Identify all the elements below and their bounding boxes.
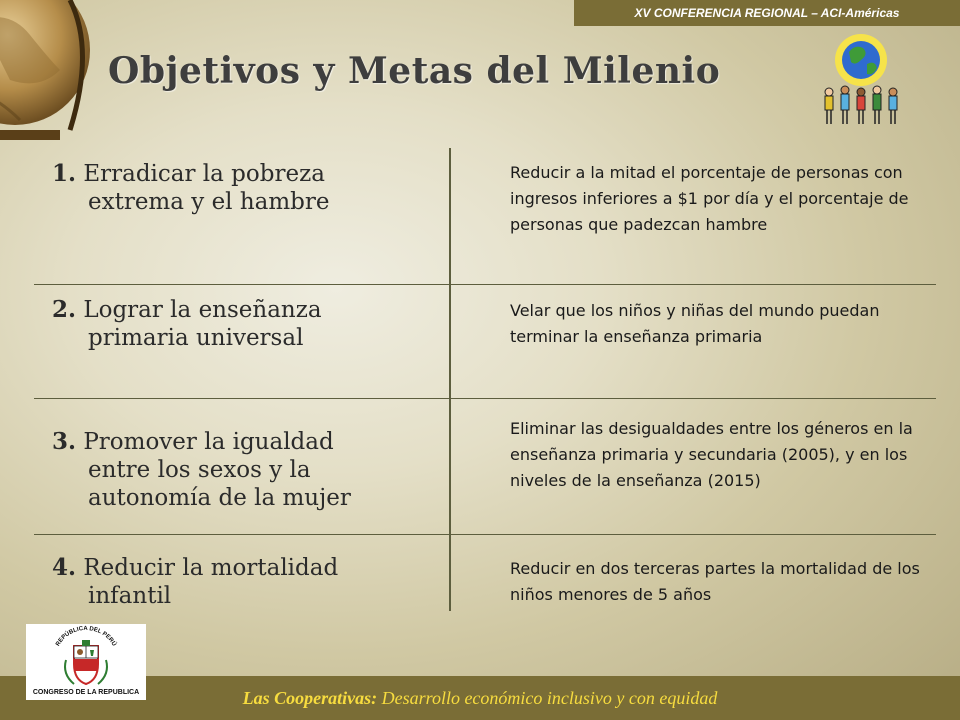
target-3: Eliminar las desigualdades entre los géneros en la enseñanza primaria y secundaria (2005), y en los niveles de la enseñanza (2015) <box>510 419 913 490</box>
congress-logo <box>26 624 146 700</box>
target-4: Reducir en dos terceras partes la mortalidad de los niños menores de 5 años <box>510 559 920 604</box>
goal-4 <box>52 554 338 610</box>
goal-1-number: 1. <box>52 160 77 187</box>
row-divider-2 <box>34 398 936 399</box>
goal-3-number: 3. <box>52 428 77 455</box>
goal-4-line1: Reducir la mortalidad <box>83 555 339 581</box>
logo-caption: CONGRESO DE LA REPUBLICA <box>32 689 140 696</box>
footer-lead: Las Cooperativas: <box>242 688 378 708</box>
goal-1-line1: Erradicar la pobreza <box>83 161 325 187</box>
globe-icon <box>0 0 100 160</box>
target-1: Reducir a la mitad el porcentaje de personas con ingresos inferiores a $1 por día y el porcentaje de personas que padezcan hambre <box>510 163 909 234</box>
goal-4-number: 4. <box>52 554 77 581</box>
footer-text: Desarrollo económico inclusivo y con equidad <box>377 688 718 708</box>
goal-3 <box>52 428 351 512</box>
page-title: Objetivos y Metas del Milenio <box>108 50 721 92</box>
goal-1-line2: extrema y el hambre <box>88 189 330 215</box>
column-divider <box>449 148 451 611</box>
row-divider-3 <box>34 534 936 535</box>
goal-4-line2: infantil <box>88 583 172 609</box>
goal-2 <box>52 296 322 352</box>
goal-3-line3: autonomía de la mujer <box>88 485 351 511</box>
goal-3-line1: Promover la igualdad <box>83 429 334 455</box>
millennium-goals-logo <box>815 30 905 130</box>
row-divider-1 <box>34 284 936 285</box>
goal-1 <box>52 160 330 216</box>
goal-3-line2: entre los sexos y la <box>88 457 311 483</box>
logo-top-text: REPÚBLICA DEL PERÚ <box>55 625 117 648</box>
target-2: Velar que los niños y niñas del mundo puedan terminar la enseñanza primaria <box>510 301 880 346</box>
goal-2-number: 2. <box>52 296 77 323</box>
conference-banner: XV CONFERENCIA REGIONAL – ACI-Américas <box>574 0 960 26</box>
goal-2-line1: Lograr la enseñanza <box>83 297 322 323</box>
goal-2-line2: primaria universal <box>88 325 304 351</box>
